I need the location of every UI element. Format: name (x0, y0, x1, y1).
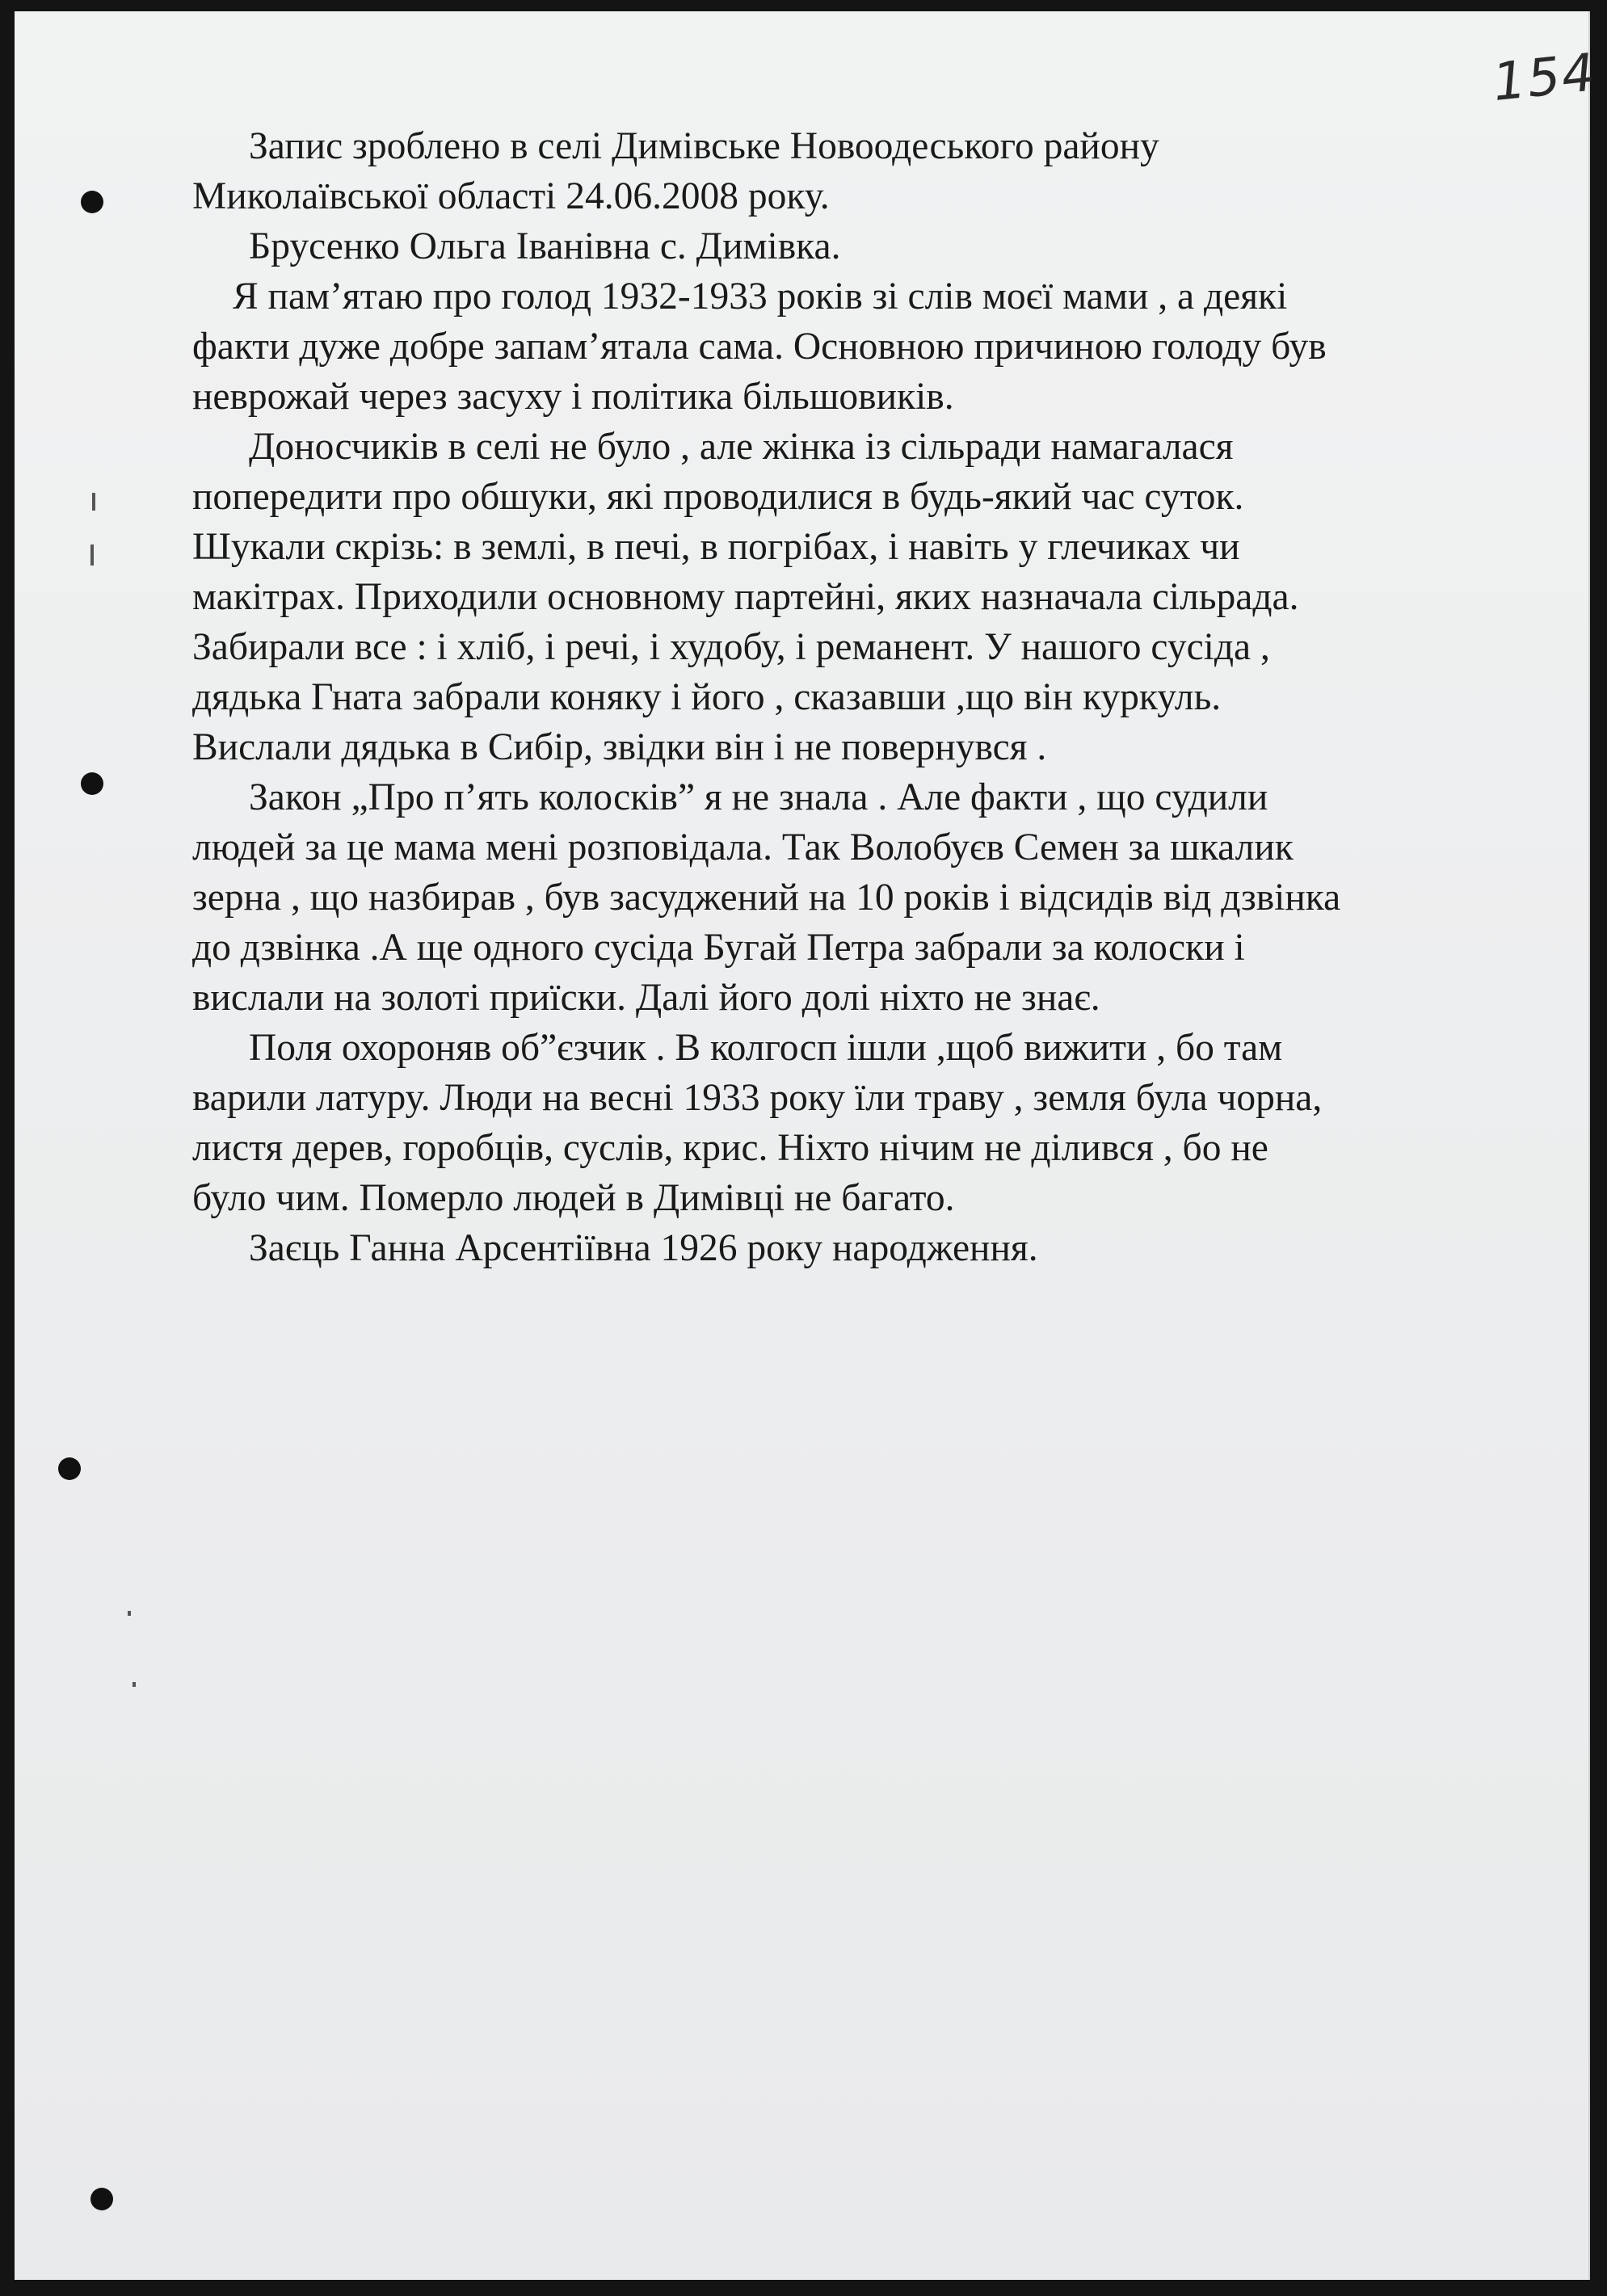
text-line: Заєць Ганна Арсентіївна 1926 року народження. (249, 1227, 1038, 1269)
punch-hole (81, 191, 103, 213)
text-line: макітрах. Приходили основному партейні, яких назначала сільрада. (192, 576, 1299, 618)
text-line: до дзвінка .А ще одного сусіда Бугай Петра забрали за колоски і (192, 927, 1245, 969)
text-line: людей за це мама мені розповідала. Так Волобуєв Семен за шкалик (192, 826, 1294, 868)
text-line: було чим. Померло людей в Димівці не багато. (192, 1177, 955, 1219)
text-line: попередити про обшуки, які проводилися в будь-який час суток. (192, 476, 1244, 518)
testimony-text (192, 121, 1501, 1273)
text-line: Вислали дядька в Сибір, звідки він і не повернувся . (192, 726, 1047, 768)
text-line: неврожай через засуху і політика більшовиків. (192, 376, 954, 418)
text-line: варили латуру. Люди на весні 1933 року їли траву , земля була чорна, (192, 1077, 1323, 1119)
text-line: Миколаївської області 24.06.2008 року. (192, 175, 830, 217)
folio-number: 154 (1490, 43, 1600, 114)
text-line: листя дерев, горобців, суслів, крис. Ніхто нічим не ділився , бо не (192, 1127, 1268, 1169)
scan-mark (92, 493, 95, 511)
punch-hole (90, 2188, 113, 2210)
text-line: Шукали скрізь: в землі, в печі, в погрібах, і навіть у глечиках чи (192, 526, 1240, 568)
text-line: Забирали все : і хліб, і речі, і худобу, і реманент. У нашого сусіда , (192, 626, 1270, 668)
text-line: дядька Гната забрали коняку і його , сказавши ,що він куркуль. (192, 676, 1222, 718)
text-line: Закон „Про п’ять колосків” я не знала . Але факти , що судили (249, 776, 1268, 818)
text-line: Запис зроблено в селі Димівське Новоодеського району (249, 125, 1159, 167)
scan-mark (133, 1682, 136, 1687)
text-line: зерна , що назбирав , був засуджений на 10 років і відсидів від дзвінка (192, 877, 1341, 919)
text-line: факти дуже добре запам’ятала сама. Основною причиною голоду був (192, 326, 1327, 368)
text-line: вислали на золоті приїски. Далі його долі ніхто не знає. (192, 977, 1100, 1019)
punch-hole (81, 772, 103, 795)
text-line: Я пам’ятаю про голод 1932-1933 років зі слів моєї мами , а деякі (233, 275, 1288, 317)
document-page (15, 11, 1600, 2280)
text-line: Брусенко Ольга Іванівна с. Димівка. (249, 225, 841, 267)
text-line: Поля охороняв об”єзчик . В колгосп ішли ,щоб вижити , бо там (249, 1027, 1283, 1069)
scan-mark (128, 1611, 131, 1616)
scan-mark (90, 545, 94, 566)
punch-hole (58, 1457, 81, 1480)
text-line: Доносчиків в селі не було , але жінка із сільради намагалася (249, 426, 1234, 468)
